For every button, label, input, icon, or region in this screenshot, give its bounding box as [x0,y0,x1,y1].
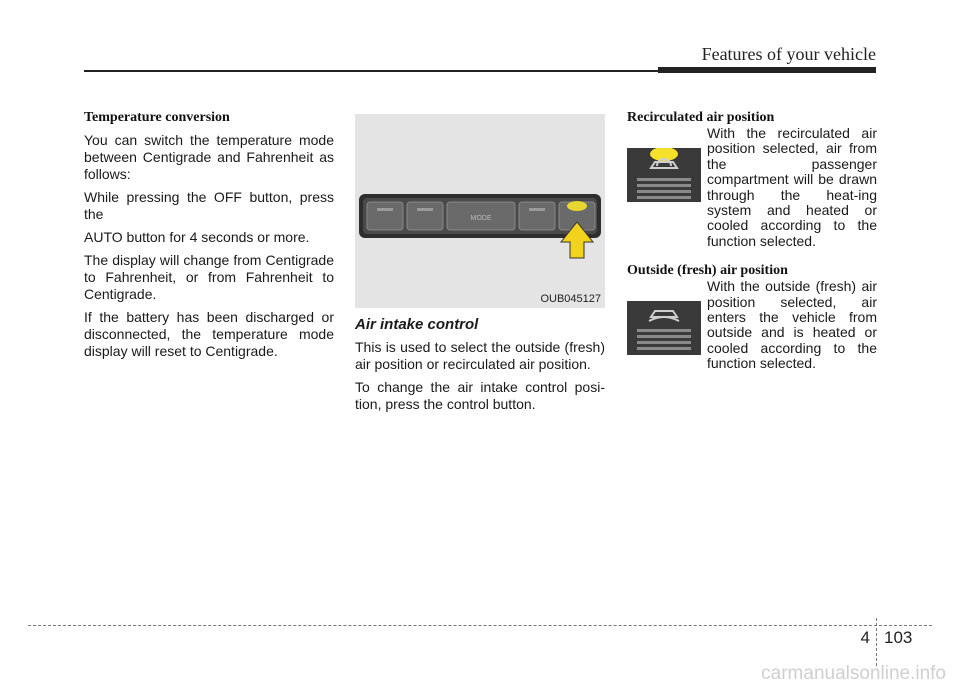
outside-row [627,279,877,371]
paragraph: While pressing the OFF button, press the [84,189,334,222]
outside-heading: Outside (fresh) air position [627,263,788,279]
paragraph: To change the air intake control posi-tion, press the control button. [355,379,605,412]
paragraph: This is used to select the outside (fresh) air position or recirculated air position. [355,339,605,372]
air-intake-section-title: Air intake control [355,316,479,333]
column-temperature-conversion [84,110,334,366]
recirculated-heading: Recirculated air position [627,110,775,125]
watermark: carmanualsonline.info [761,663,946,684]
control-panel-illustration [355,114,605,308]
outside-text: With the outside (fresh) air position selected, air enters the vehicle from outside and is heated or cooled according to the function selected. [707,278,877,372]
paragraph: AUTO button for 4 seconds or more. [84,229,310,245]
recirculated-row [627,126,877,249]
recirculated-text: With the recirculated air position selected, air from the passenger compartment will be drawn through the heat-ing system and heated or cooled according to the function selected. [707,125,877,249]
footer-rule [28,625,932,626]
page-divider [876,618,877,666]
column-air-intake [355,110,605,419]
panel-mode-label: MODE [470,215,492,222]
paragraph: The display will change from Centigrade to Fahrenheit, or from Fahrenheit to Centigrade. [84,252,334,302]
temperature-conversion-heading: Temperature conversion [84,110,230,125]
recirculated-air-icon [627,148,701,202]
paragraph: You can switch the temperature mode between Centigrade and Fahrenheit as follows: [84,132,334,182]
header-title: Features of your vehicle [701,44,876,64]
chapter-number: 4 [860,628,870,647]
column-air-positions [627,110,877,372]
control-panel-figure [355,114,605,308]
paragraph: If the battery has been discharged or disconnected, the temperature mode display will reset to Centigrade. [84,309,334,359]
header-rule-accent [658,67,876,73]
outside-air-icon [627,301,701,355]
page-number: 103 [884,628,913,647]
figure-caption: OUB045127 [540,293,601,305]
